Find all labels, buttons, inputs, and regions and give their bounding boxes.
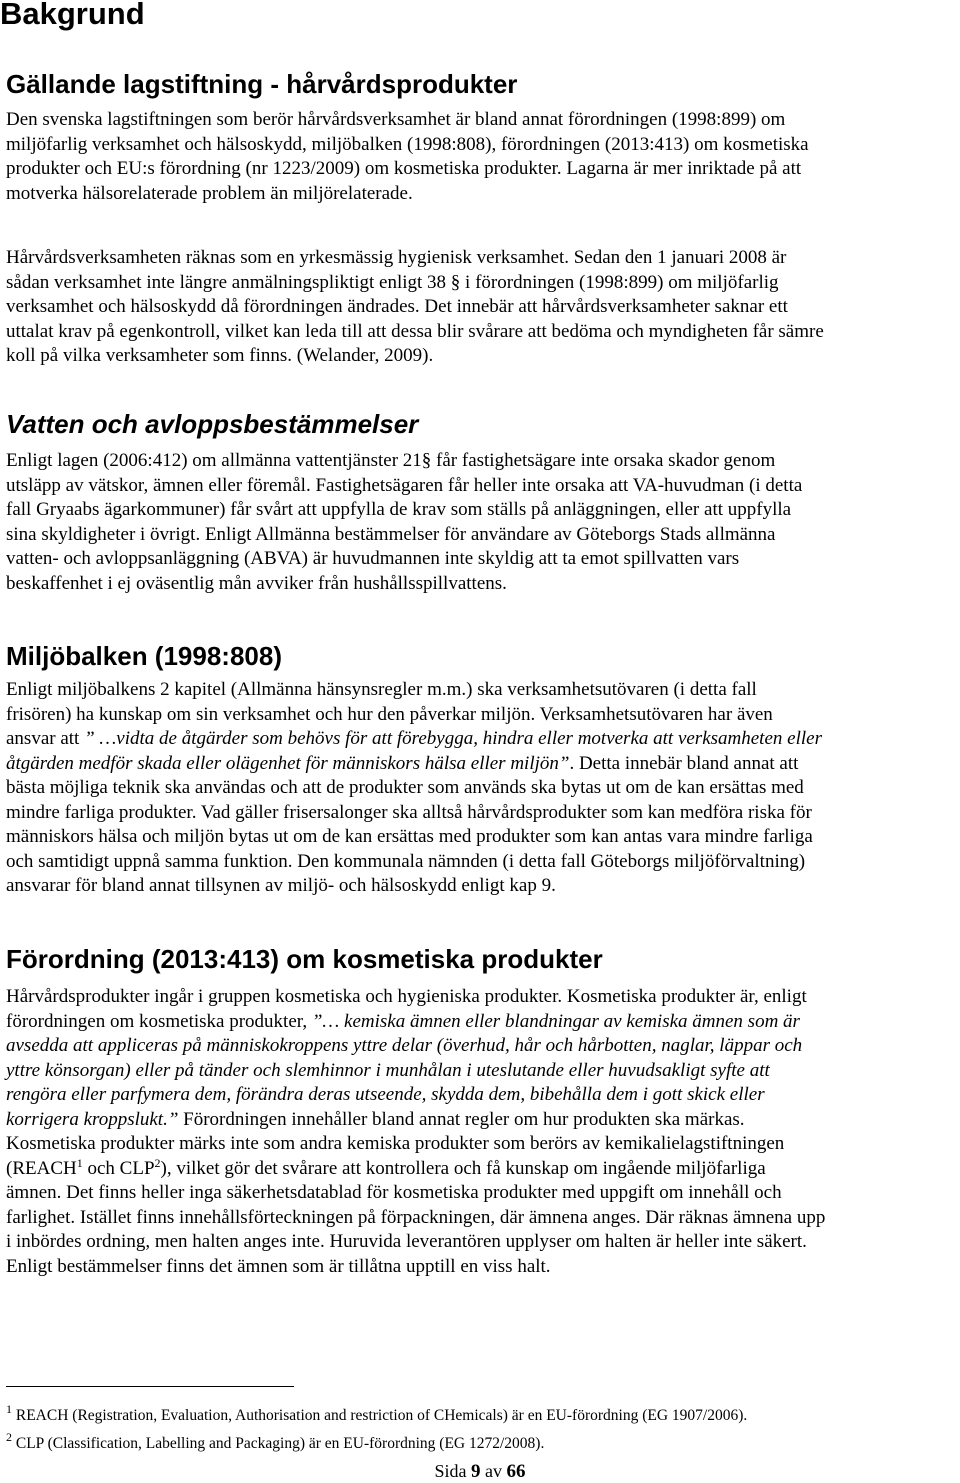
text-line: koll på vilka verksamheter som finns. (Welander, 2009). [6, 345, 434, 366]
quote-text: ” …vidta de åtgärder som behövs för att förebygga, hindra eller motverka att verksamheten eller [84, 728, 822, 749]
text-line: utsläpp av vätskor, ämnen eller föremål. Fastighetsägaren får heller inte orsaka att VA-huvudman (i detta [6, 474, 803, 496]
section-heading-vatten: Vatten och avloppsbestämmelser [6, 409, 419, 439]
text-run: ), vilket gör det svårare att kontrollera och få kunskap om ingående miljöfarliga [160, 1157, 766, 1179]
text-line: vatten- och avloppsanläggning (ABVA) är huvudmannen inte skyldig att ta emot spillvatten vars [6, 548, 740, 569]
page-prefix: Sida [434, 1461, 471, 1481]
footnote-text: CLP (Classification, Labelling and Packaging) är en EU-förordning (EG 1272/2008). [12, 1435, 545, 1452]
footnote-ref-1: 1 [76, 1155, 83, 1170]
footnote-ref-2: 2 [154, 1155, 161, 1170]
text-line: Hårvårdsverksamheten räknas som en yrkesmässig hygienisk verksamhet. Sedan den 1 januari 2008 är [6, 247, 787, 268]
text-line: ansvarar för bland annat tillsynen av miljö- och hälsoskydd enligt kap 9. [6, 875, 556, 896]
text-line: Kosmetiska produkter märks inte som andra kemiska produkter som berörs av kemikalielagstiftningen [6, 1133, 785, 1154]
text-run: förordningen om kosmetiska produkter, [6, 1010, 312, 1032]
footnote-2 [6, 1430, 545, 1454]
page-title: Bakgrund [0, 0, 145, 31]
text-line: och samtidigt uppnå samma funktion. Den kommunala nämnden (i detta fall Göteborgs miljöförvaltning) [6, 850, 806, 872]
text-line: Den svenska lagstiftningen som berör hårvårdsverksamhet är bland annat förordningen (1998:899) om [6, 109, 786, 130]
text-line [6, 727, 960, 752]
text-line: produkter och EU:s förordning (nr 1223/2009) om kosmetiska produkter. Lagarna är mer inriktade på att [6, 158, 802, 179]
text-line: motverka hälsorelaterade problem än miljörelaterade. [6, 182, 413, 204]
paragraph-lagstiftning-2 [6, 246, 960, 369]
page-current: 9 [471, 1461, 481, 1482]
footnote-number: 2 [6, 1430, 12, 1444]
text-line: bästa möjliga teknik ska användas och att de produkter som används ska bytas ut om de kan ersättas med [6, 777, 804, 798]
section-heading-forordning: Förordning (2013:413) om kosmetiska produkter [6, 944, 603, 974]
quote-text: korrigera kroppslukt.” [6, 1108, 179, 1130]
text-line: verksamhet och hälsoskydd då förordningen ändrades. Det innebär att hårvårdsverksamheter saknar ett [6, 296, 788, 317]
text-line: sådan verksamhet inte längre anmälningspliktigt enligt 38 § i förordningen (1998:899) om miljöfarlig [6, 271, 779, 293]
text-line: i inbördes ordning, men halten anges inte. Huruvida leverantören upplyser om halten är heller inte säkert. [6, 1231, 807, 1252]
text-line: människors hälsa och miljön bytas ut om de kan ersättas med produkter som kan antas vara mindre farliga [6, 826, 813, 847]
text-run: Förordningen innehåller bland annat regler om hur produkten ska märkas. [178, 1108, 745, 1130]
text-line [6, 752, 960, 777]
text-run: och CLP [82, 1157, 155, 1179]
text-run: ansvar att [6, 728, 85, 749]
text-line: mindre farliga produkter. Vad gäller frisersalonger ska alltså hårvårdsprodukter som kan medföra riska för [6, 801, 812, 823]
text-line: frisören) ha kunskap om sin verksamhet och hur den påverkar miljön. Verksamhetsutövaren har även [6, 703, 773, 725]
text-line [6, 1108, 960, 1133]
text-run: (REACH [6, 1157, 77, 1179]
paragraph-miljobalken [6, 678, 960, 899]
footnote-1 [6, 1402, 748, 1426]
text-line: farlighet. Istället finns innehållsförteckningen på förpackningen, där ämnena anges. Där räknas ämnena upp [6, 1206, 826, 1228]
text-line: avsedda att appliceras på människokroppens yttre delar (överhud, hår och hårbotten, naglar, läppar och [6, 1035, 803, 1056]
footnote-number: 1 [6, 1402, 12, 1416]
text-line [6, 1010, 960, 1035]
text-line: fall Gryaabs ägarkommuner) får svårt att uppfylla de krav som ställs på anläggningen, eller att uppfylla [6, 499, 792, 520]
page-number [0, 1460, 960, 1483]
text-line: sina skyldigheter i övrigt. Enligt Allmänna bestämmelser för användare av Göteborgs Stads allmänna [6, 523, 776, 545]
text-line: miljöfarlig verksamhet och hälsoskydd, miljöbalken (1998:808), förordningen (2013:413) om kosmetiska [6, 133, 809, 155]
text-line: Hårvårdsprodukter ingår i gruppen kosmetiska och hygieniska produkter. Kosmetiska produkter är, enligt [6, 986, 807, 1007]
footnote-text: REACH (Registration, Evaluation, Authorisation and restriction of CHemicals) är en EU-förordning (EG 1907/2006). [12, 1407, 748, 1424]
paragraph-forordning [6, 985, 960, 1279]
section-heading-lagstiftning: Gällande lagstiftning - hårvårdsprodukter [6, 69, 518, 99]
text-line: Enligt miljöbalkens 2 kapitel (Allmänna hänsynsregler m.m.) ska verksamhetsutövaren (i detta fall [6, 679, 757, 700]
text-line: beskaffenhet i ej oväsentlig mån avviker från hushållsspillvattens. [6, 572, 507, 594]
paragraph-lagstiftning-1 [6, 108, 960, 206]
text-line: uttalat krav på egenkontroll, vilket kan leda till att dessa blir svårare att bedöma och myndigheten får sämre [6, 320, 824, 342]
footnote-divider [6, 1386, 294, 1387]
section-heading-miljobalken: Miljöbalken (1998:808) [6, 641, 282, 671]
text-line: Enligt lagen (2006:412) om allmänna vattentjänster 21§ får fastighetsägare inte orsaka skador genom [6, 450, 776, 471]
quote-text: ”… kemiska ämnen eller blandningar av kemiska ämnen som är [311, 1010, 800, 1032]
text-line: rengöra eller parfymera dem, förändra deras utseende, skydda dem, bibehålla dem i gott skick eller [6, 1084, 765, 1105]
text-line [6, 1157, 960, 1182]
page-separator: av [480, 1461, 507, 1481]
quote-text: åtgärden medför skada eller olägenhet för människors hälsa eller miljön” [6, 752, 570, 774]
text-line: Enligt bestämmelser finns det ämnen som är tillåtna upptill en viss halt. [6, 1255, 551, 1277]
text-run: . Detta innebär bland annat att [569, 752, 799, 774]
page-total: 66 [506, 1461, 526, 1482]
text-line: yttre könsorgan) eller på tänder och slemhinnor i munhålan i uteslutande eller huvudsakligt syfte att [6, 1059, 770, 1081]
text-line: ämnen. Det finns heller inga säkerhetsdatablad för kosmetiska produkter med uppgift om innehåll och [6, 1182, 782, 1203]
paragraph-vatten [6, 449, 960, 596]
